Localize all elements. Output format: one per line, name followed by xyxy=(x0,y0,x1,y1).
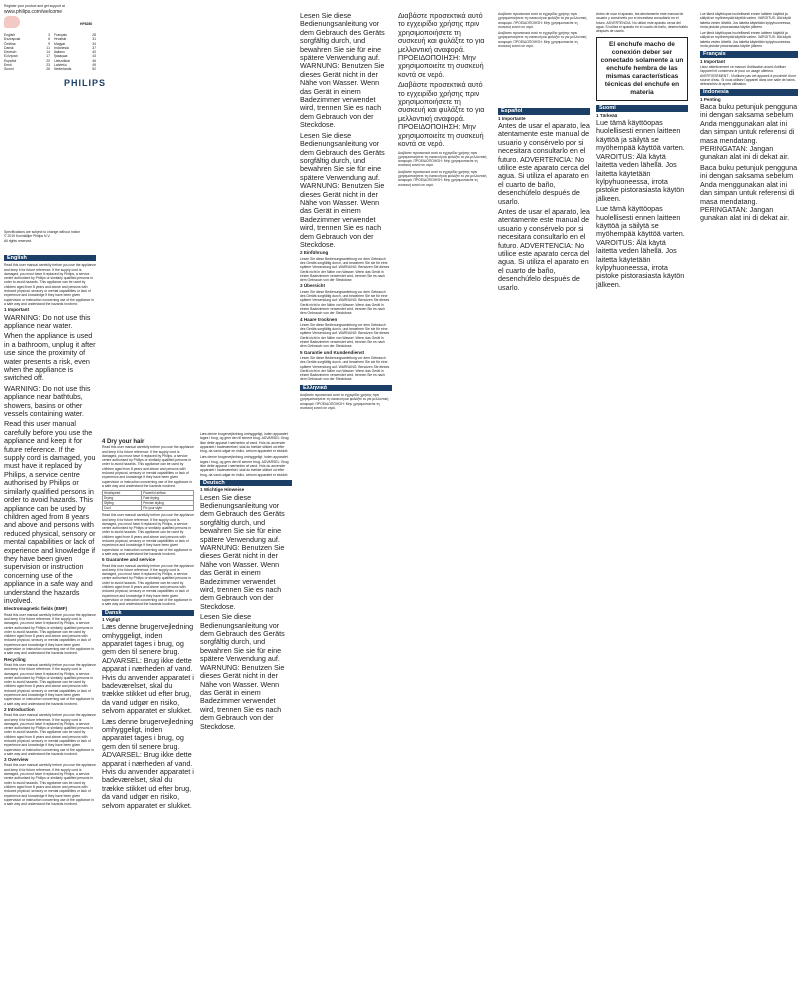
toc-left xyxy=(4,33,50,72)
heading-dry-hair: 4 Dry your hair xyxy=(102,439,145,445)
philips-logo: PHILIPS xyxy=(64,78,107,88)
heading-penting: 1 Penting xyxy=(700,96,721,102)
section-bar-ellinika: Ελληνικά xyxy=(300,385,392,391)
toc-item[interactable]: Suomi 26 xyxy=(4,67,50,72)
settings-table: Heat/speed Powerful airflow Drying Fast drying Styling Precise styling Cool Fix your style xyxy=(102,490,194,511)
model-number: HP8280 xyxy=(80,22,93,26)
heading-overview: 3 Overview xyxy=(4,757,29,763)
column-3-spacer xyxy=(200,12,292,432)
toc-item[interactable]: Français 28 xyxy=(54,33,96,37)
heading-vigtigt: 1 Vigtigt xyxy=(102,616,121,622)
toc-item[interactable]: Hrvatski 31 xyxy=(54,37,96,42)
section-bar-espanol: Español xyxy=(498,108,590,114)
toc-item[interactable]: Lietuviškai 46 xyxy=(54,58,96,63)
heading-ubersicht: 3 Übersicht xyxy=(300,283,326,289)
heading-introduction: 2 Introduction xyxy=(4,706,35,712)
toc-right xyxy=(54,33,96,72)
plug-warning-box: El enchufe macho de conexión deber ser conectado solamente a un enchufe hembra de las mismas características técnicas del enchufe en materia xyxy=(596,37,688,101)
toc-item[interactable]: Magyar 34 xyxy=(54,41,96,46)
toc-item[interactable]: Indonesia 37 xyxy=(54,45,96,50)
toc-item[interactable]: Latviešu 49 xyxy=(54,63,96,68)
heading-haare: 4 Haare trocknen xyxy=(300,316,338,322)
column-3: Læs denne brugervejledning omhyggeligt, inden apparatet tages i brug, og gem den til senere brug. ADVARSEL: Brug ikke dette apparat i nærheden af vand. Hvis du anvender apparatet i badeværelset, skal du trække stikket ud efter brug, da vand udgør en risiko, selvom apparatet er slukket. Læs denne brugervejledning omhyggeligt, inden apparatet tages i brug, og gem den til senere brug. ADVARSEL: Brug ikke dette apparat i nærheden af vand. Hvis du anvender apparatet i badeværelset, skal du trække stikket ud efter brug, da vand udgør en risiko, selvom apparatet er slukket. Deutsch 1 Wichtige Hinweise Lesen Sie diese Bedienungsanleitung vor dem Gebrauch des Geräts sorgfältig durch, und bewahren Sie sie für eine spätere Verwendung auf. WARNUNG: Benutzen Sie dieses Gerät nicht in der Nähe von Wasser. Wenn das Gerät in einem Badezimmer verwendet wird, trennen Sie es nach dem Gebrauch von der Steckdose. Lesen Sie diese Bedienungsanleitung vor dem Gebrauch des Geräts sorgfältig durch, und bewahren Sie sie für eine spätere Verwendung auf. WARNUNG: Benutzen Sie dieses Gerät nicht in der Nähe von Wasser. Wenn das Gerät in einem Badezimmer verwendet wird, trennen Sie es nach dem Gebrauch von der Steckdose. xyxy=(200,12,292,1002)
toc-item[interactable]: Қазақша 43 xyxy=(54,54,96,59)
section-bar-suomi: Suomi xyxy=(596,105,688,111)
heading-garantie: 5 Garantie und Kundendienst xyxy=(300,349,365,355)
toc-item[interactable]: Deutsch 14 xyxy=(4,50,50,55)
section-bar-english: English xyxy=(4,255,96,261)
column-5: Διαβάστε προσεκτικά αυτό το εγχειρίδιο χρήσης πριν χρησιμοποιήσετε τη συσκευή και φυλάξτε το για μελλοντική αναφορά. ΠΡΟΕΙΔΟΠΟΙΗΣΗ: Μην χρησιμοποιείτε τη συσκευή κοντά σε νερό. Διαβάστε προσεκτικά αυτό το εγχειρίδιο χρήσης πριν χρησιμοποιήσετε τη συσκευή και φυλάξτε το για μελλοντική αναφορά. ΠΡΟΕΙΔΟΠΟΙΗΣΗ: Μην χρησιμοποιείτε τη συσκευή κοντά σε νερό. Διαβάστε προσεκτικά αυτό το εγχειρίδιο χρήσης πριν χρησιμοποιήσετε τη συσκευή και φυλάξτε το για μελλοντική αναφορά. ΠΡΟΕΙΔΟΠΟΙΗΣΗ: Μην χρησιμοποιείτε τη συσκευή κοντά σε νερό. Διαβάστε προσεκτικά αυτό το εγχειρίδιο χρήσης πριν χρησιμοποιήσετε τη συσκευή και φυλάξτε το για μελλοντική αναφορά. ΠΡΟΕΙΔΟΠΟΙΗΣΗ: Μην χρησιμοποιείτε τη συσκευή κοντά σε νερό. xyxy=(398,12,487,187)
column-2: 4 Dry your hair Read this user manual carefully before you use the appliance and keep it for future reference. If the supply cord is damaged, you must have it replaced by Philips, a service centre authorised by Philips or similarly qualified persons in order to avoid hazards. This appliance can be used by children aged from 8 years and above and persons with reduced physical, sensory or mental capabilities or lack of experience and knowledge if they have been given supervision or instruction concerning use of the appliance in a safe way and understand the hazards involved. Heat/speed Powerful airflow Drying Fast drying Styling Precise styling Cool Fix your style Read this user manual carefully before you use the appliance and keep it for future reference. If the supply cord is damaged, you must have it replaced by Philips, a service centre authorised by Philips or similarly qualified persons in order to avoid hazards. This appliance can be used by children aged from 8 years and above and persons with reduced physical, sensory or mental capabilities or lack of experience and knowledge if they have been given supervision or instruction concerning use of the appliance in a safe way and understand the hazards involved. 5 Guarantee and service Read this user manual carefully before you use the appliance and keep it for future reference. If the supply cord is damaged, you must have it replaced by Philips, a service centre authorised by Philips or similarly qualified persons in order to avoid hazards. This appliance can be used by children aged from 8 years and above and persons with reduced physical, sensory or mental capabilities or lack of experience and knowledge if they have been given supervision or instruction concerning use of the appliance in a safe way and understand the hazards involved. Dansk 1 Vigtigt Læs denne brugervejledning omhyggeligt, inden apparatet tages i brug, og gem den til senere brug. ADVARSEL: Brug ikke dette apparat i nærheden af vand. Hvis du anvender apparatet i badeværelset, skal du trække stikket ud efter brug, da vand udgør en risiko, selvom apparatet er slukket. Læs denne brugervejledning omhyggeligt, inden apparatet tages i brug, og gem den til senere brug. ADVARSEL: Brug ikke dette apparat i nærheden af vand. Hvis du anvender apparatet i badeværelset, skal du trække stikket ud efter brug, da vand udgør en risiko, selvom apparatet er slukket. xyxy=(102,439,194,810)
warning-water: WARNING: Do not use this appliance near water. xyxy=(4,312,91,330)
heading-tarkeaa: 1 Tärkeää xyxy=(596,112,618,118)
toc-item[interactable]: English 3 xyxy=(4,33,50,37)
column-8: Lue tämä käyttöopas huolellisesti ennen laitteen käyttöä ja säilytä se myöhempää käyttöä varten. VAROITUS: Älä käytä laitetta veden lähellä. Jos laitetta käytetään kylpyhuoneessa, irrota pistoke pistorasiasta käytön jälkeen. Lue tämä käyttöopas huolellisesti ennen laitteen käyttöä ja säilytä se myöhempää käyttöä varten. VAROITUS: Älä käytä laitetta veden lähellä. Jos laitetta käytetään kylpyhuoneessa, irrota pistoke pistorasiasta käytön jälkeen. Français 1 Important Lisez attentivement ce manuel d'utilisation avant d'utiliser l'appareil et conservez-le pour un usage ultérieur. AVERTISSEMENT : N'utilisez pas cet appareil à proximité d'une source d'eau. Si vous utilisez l'appareil dans une salle de bains, débranchez-le après utilisation. Indonesia 1 Penting Baca buku petunjuk pengguna ini dengan saksama sebelum Anda menggunakan alat ini dan simpan untuk referensi di masa mendatang. PERINGATAN: Jangan gunakan alat ini di dekat air. Baca buku petunjuk pengguna ini dengan saksama sebelum Anda menggunakan alat ini dan simpan untuk referensi di masa mendatang. PERINGATAN: Jangan gunakan alat ini di dekat air. xyxy=(700,12,798,223)
toc-item[interactable]: Nederlands 52 xyxy=(54,67,96,72)
section-bar-deutsch: Deutsch xyxy=(200,480,292,486)
legal-block: Specifications are subject to change without notice © 2019 Koninklijke Philips N.V. All rights reserved. xyxy=(4,230,80,243)
column-7: Antes de usar el aparato, lea atentamente este manual de usuario y consérvelo por si necesitara consultarlo en el futuro. ADVERTENCIA: No utilice este aparato cerca del agua. Si utiliza el aparato en el cuarto de baño, desenchúfelo después de usarlo. El enchufe macho de conexión deber ser conectado solamente a un enchufe hembra de las mismas características técnicas del enchufe en materia Suomi 1 Tärkeää Lue tämä käyttöopas huolellisesti ennen laitteen käyttöä ja säilytä se myöhempää käyttöä varten. VAROITUS: Älä käytä laitetta veden lähellä. Jos laitetta käytetään kylpyhuoneessa, irrota pistoke pistorasiasta käytön jälkeen. Lue tämä käyttöopas huolellisesti ennen laitteen käyttöä ja säilytä se myöhempää käyttöä varten. VAROITUS: Älä käytä laitetta veden lähellä. Jos laitetta käytetään kylpyhuoneessa, irrota pistoke pistorasiasta käytön jälkeen. xyxy=(596,12,688,289)
column-english: English Read this user manual carefully before you use the appliance and keep it for future reference. If the supply cord is damaged, you must have it replaced by Philips, a service centre authorised by Philips or similarly qualified persons in order to avoid hazards. This appliance can be used by children aged from 8 years and above and persons with reduced physical, sensory or mental capabilities or lack of experience and knowledge if they have been given supervision or instruction concerning use of the appliance in a safe way and understand the hazards involved. 1 Important WARNING: Do not use this appliance near water. When the appliance is used in a bathroom, unplug it after use since the proximity of water presents a risk, even when the appliance is switched off. WARNING: Do not use this appliance near bathtubs, showers, basins or other vessels containing water. Read this user manual carefully before you use the appliance and keep it for future reference. If the supply cord is damaged, you must have it replaced by Philips, a service centre authorised by Philips or similarly qualified persons in order to avoid hazards. This appliance can be used by children aged from 8 years and above and persons with reduced physical, sensory or mental capabilities or lack of experience and knowledge if they have been given supervision or instruction concerning use of the appliance in a safe way and understand the hazards involved. Electromagnetic fields (EMF) Read this user manual carefully before you use the appliance and keep it for future reference. If the supply cord is damaged, you must have it replaced by Philips, a service centre authorised by Philips or similarly qualified persons in order to avoid hazards. This appliance can be used by children aged from 8 years and above and persons with reduced physical, sensory or mental capabilities or lack of experience and knowledge if they have been given supervision or instruction concerning use of the appliance in a safe way and understand the hazards involved. Recycling Read this user manual carefully before you use the appliance and keep it for future reference. If the supply cord is damaged, you must have it replaced by Philips, a service centre authorised by Philips or similarly qualified persons in order to avoid hazards. This appliance can be used by children aged from 8 years and above and persons with reduced physical, sensory or mental capabilities or lack of experience and knowledge if they have been given supervision or instruction concerning use of the appliance in a safe way and understand the hazards involved. 2 Introduction Read this user manual carefully before you use the appliance and keep it for future reference. If the supply cord is damaged, you must have it replaced by Philips, a service centre authorised by Philips or similarly qualified persons in order to avoid hazards. This appliance can be used by children aged from 8 years and above and persons with reduced physical, sensory or mental capabilities or lack of experience and knowledge if they have been given supervision or instruction concerning use of the appliance in a safe way and understand the hazards involved. 3 Overview Read this user manual carefully before you use the appliance and keep it for future reference. If the supply cord is damaged, you must have it replaced by Philips, a service centre authorised by Philips or similarly qualified persons in order to avoid hazards. This appliance can be used by children aged from 8 years and above and persons with reduced physical, sensory or mental capabilities or lack of experience and knowledge if they have been given supervision or instruction concerning use of the appliance in a safe way and understand the hazards involved. xyxy=(4,255,96,807)
toc-item[interactable]: Eesti 23 xyxy=(4,63,50,68)
toc-item[interactable]: Dansk 11 xyxy=(4,45,50,50)
heading-importante: 1 Importante xyxy=(498,115,526,121)
register-line: Register your product and get support at xyxy=(4,4,65,8)
toc-item[interactable]: Italiano 40 xyxy=(54,50,96,55)
section-bar-francais: Français xyxy=(700,51,798,57)
heading-recycling: Recycling xyxy=(4,656,26,662)
warning-bathtub: WARNING: Do not use this appliance near bathtubs, showers, basins or other vessels containing water. xyxy=(4,383,91,419)
hair-dryer-photo xyxy=(4,16,20,28)
toc-item[interactable]: Čeština 9 xyxy=(4,41,50,46)
heading-wichtig: 1 Wichtige Hinweise xyxy=(200,487,245,493)
heading-emf: Electromagnetic fields (EMF) xyxy=(4,606,68,612)
section-bar-indonesia: Indonesia xyxy=(700,89,798,95)
section-bar-dansk: Dansk xyxy=(102,610,194,616)
column-6: Διαβάστε προσεκτικά αυτό το εγχειρίδιο χρήσης πριν χρησιμοποιήσετε τη συσκευή και φυλάξτε το για μελλοντική αναφορά. ΠΡΟΕΙΔΟΠΟΙΗΣΗ: Μην χρησιμοποιείτε τη συσκευή κοντά σε νερό. Διαβάστε προσεκτικά αυτό το εγχειρίδιο χρήσης πριν χρησιμοποιήσετε τη συσκευή και φυλάξτε το για μελλοντική αναφορά. ΠΡΟΕΙΔΟΠΟΙΗΣΗ: Μην χρησιμοποιείτε τη συσκευή κοντά σε νερό. Español 1 Importante Antes de usar el aparato, lea atentamente este manual de usuario y consérvelo por si necesitara consultarlo en el futuro. ADVERTENCIA: No utilice este aparato cerca del agua. Si utiliza el aparato en el cuarto de baño, desenchúfelo después de usarlo. Antes de usar el aparato, lea atentamente este manual de usuario y consérvelo por si necesitara consultarlo en el futuro. ADVERTENCIA: No utilice este aparato cerca del agua. Si utiliza el aparato en el cuarto de baño, desenchúfelo después de usarlo. xyxy=(498,12,590,292)
heading-guarantee: 5 Guarantee and service xyxy=(102,557,156,563)
heading-important: 1 Important xyxy=(4,307,30,313)
toc-item[interactable]: Български 6 xyxy=(4,37,50,42)
column-4: Lesen Sie diese Bedienungsanleitung vor dem Gebrauch des Geräts sorgfältig durch, und bewahren Sie sie für eine spätere Verwendung auf. WARNUNG: Benutzen Sie dieses Gerät nicht in der Nähe von Wasser. Wenn das Gerät in einem Badezimmer verwendet wird, trennen Sie es nach dem Gebrauch von der Steckdose. Lesen Sie diese Bedienungsanleitung vor dem Gebrauch des Geräts sorgfältig durch, und bewahren Sie sie für eine spätere Verwendung auf. WARNUNG: Benutzen Sie dieses Gerät nicht in der Nähe von Wasser. Wenn das Gerät in einem Badezimmer verwendet wird, trennen Sie es nach dem Gebrauch von der Steckdose. 2 Einführung Lesen Sie diese Bedienungsanleitung vor dem Gebrauch des Geräts sorgfältig durch, und bewahren Sie sie für eine spätere Verwendung auf. WARNUNG: Benutzen Sie dieses Gerät nicht in der Nähe von Wasser. Wenn das Gerät in einem Badezimmer verwendet wird, trennen Sie es nach dem Gebrauch von der Steckdose. 3 Übersicht Lesen Sie diese Bedienungsanleitung vor dem Gebrauch des Geräts sorgfältig durch, und bewahren Sie sie für eine spätere Verwendung auf. WARNUNG: Benutzen Sie dieses Gerät nicht in der Nähe von Wasser. Wenn das Gerät in einem Badezimmer verwendet wird, trennen Sie es nach dem Gebrauch von der Steckdose. 4 Haare trocknen Lesen Sie diese Bedienungsanleitung vor dem Gebrauch des Geräts sorgfältig durch, und bewahren Sie sie für eine spätere Verwendung auf. WARNUNG: Benutzen Sie dieses Gerät nicht in der Nähe von Wasser. Wenn das Gerät in einem Badezimmer verwendet wird, trennen Sie es nach dem Gebrauch von der Steckdose. 5 Garantie und Kundendienst Lesen Sie diese Bedienungsanleitung vor dem Gebrauch des Geräts sorgfältig durch, und bewahren Sie sie für eine spätere Verwendung auf. WARNUNG: Benutzen Sie dieses Gerät nicht in der Nähe von Wasser. Wenn das Gerät in einem Badezimmer verwendet wird, trennen Sie es nach dem Gebrauch von der Steckdose. Ελληνικά Διαβάστε προσεκτικά αυτό το εγχειρίδιο χρήσης πριν χρησιμοποιήσετε τη συσκευή και φυλάξτε το για μελλοντική αναφορά. ΠΡΟΕΙΔΟΠΟΙΗΣΗ: Μην χρησιμοποιείτε τη συσκευή κοντά σε νερό. xyxy=(300,12,392,1002)
toc-item[interactable]: Ελληνικά 17 xyxy=(4,54,50,59)
warning-bathroom: When the appliance is used in a bathroom, unplug it after use since the proximity of water presents a risk, even when the appliance is switched off. xyxy=(4,331,96,383)
heading-einfuhrung: 2 Einführung xyxy=(300,250,329,256)
support-url[interactable]: www.philips.com/welcome xyxy=(4,9,63,15)
toc-item[interactable]: Español 20 xyxy=(4,58,50,63)
heading-important-fr: 1 Important xyxy=(700,58,726,64)
